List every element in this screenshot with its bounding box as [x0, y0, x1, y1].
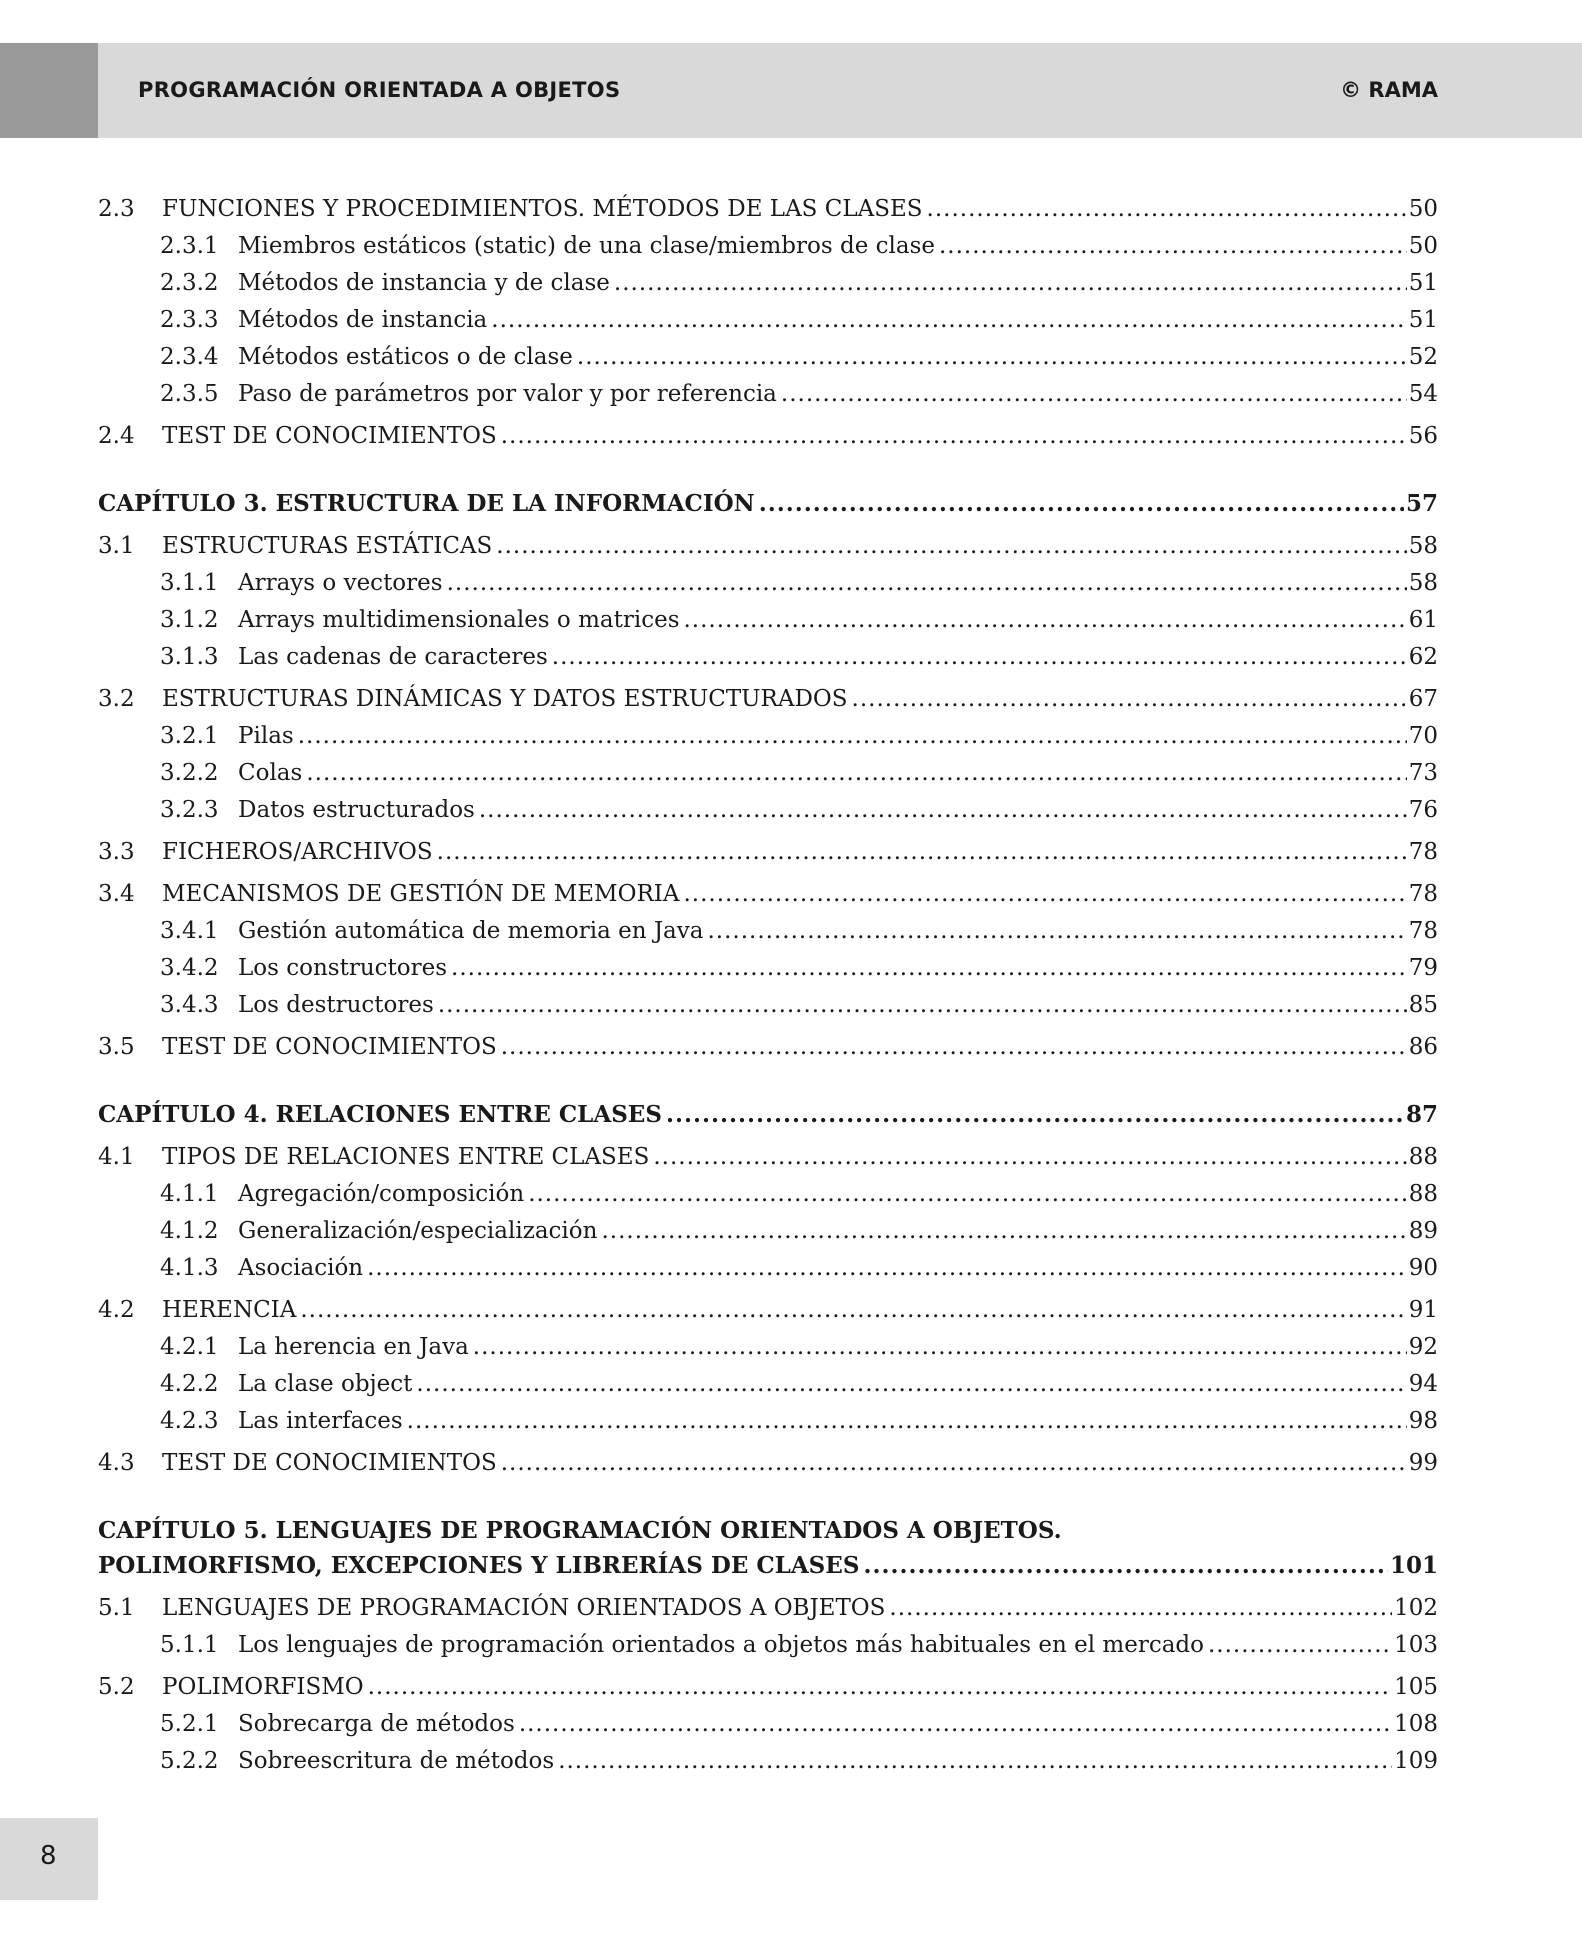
toc-chapter-entry[interactable]: [98, 489, 1438, 519]
toc-entry-title: Pilas: [238, 723, 294, 749]
toc-entry-title: Los destructores: [238, 992, 434, 1018]
toc-leader-dots: [683, 879, 1406, 909]
page-number: 8: [40, 1841, 57, 1871]
toc-entry[interactable]: [98, 1369, 1438, 1399]
toc-section-number: 4.2.2: [160, 1371, 219, 1397]
toc-leader-dots: [614, 268, 1407, 298]
toc-entry[interactable]: [98, 990, 1438, 1020]
toc-section-number: 4.2.3: [160, 1408, 219, 1434]
toc-page-number: 62: [1408, 644, 1438, 670]
toc-entry-title: La herencia en Java: [238, 1334, 469, 1360]
toc-entry-title: Métodos de instancia: [238, 307, 488, 333]
toc-leader-dots: [519, 1709, 1392, 1739]
toc-entry[interactable]: [98, 421, 1438, 451]
toc-entry-title: Los lenguajes de programación orientados a objetos más habituales en el mercado: [238, 1632, 1204, 1658]
toc-entry-title: TEST DE CONOCIMIENTOS: [162, 1034, 497, 1060]
toc-section-number: 5.1.1: [160, 1632, 219, 1658]
toc-entry-title: HERENCIA: [162, 1297, 297, 1323]
toc-entry-title: Métodos estáticos o de clase: [238, 344, 573, 370]
toc-leader-dots: [407, 1406, 1407, 1436]
toc-leader-dots: [577, 342, 1407, 372]
toc-entry[interactable]: [98, 268, 1438, 298]
toc-entry-title: Agregación/composición: [238, 1181, 525, 1207]
toc-section-number: 3.4.3: [160, 992, 219, 1018]
toc-entry[interactable]: [98, 684, 1438, 714]
toc-entry[interactable]: [98, 568, 1438, 598]
toc-page-number: 88: [1408, 1181, 1438, 1207]
toc-section-number: 4.3: [98, 1450, 135, 1476]
toc-entry-title: Los constructores: [238, 955, 448, 981]
toc-section-number: 5.1: [98, 1595, 135, 1621]
toc-entry[interactable]: [98, 342, 1438, 372]
toc-entry-title: MECANISMOS DE GESTIÓN DE MEMORIA: [162, 881, 680, 907]
toc-section-number: 5.2: [98, 1674, 135, 1700]
toc-section-number: 4.2.1: [160, 1334, 219, 1360]
toc-entry[interactable]: [98, 953, 1438, 983]
toc-entry[interactable]: [98, 1032, 1438, 1062]
toc-section-number: 3.2.3: [160, 797, 219, 823]
toc-entry[interactable]: [98, 1406, 1438, 1436]
toc-entry[interactable]: [98, 1142, 1438, 1172]
toc-entry[interactable]: [98, 194, 1438, 224]
toc-leader-dots: [653, 1142, 1406, 1172]
toc-leader-dots: [473, 1332, 1407, 1362]
toc-entry[interactable]: [98, 1746, 1438, 1776]
toc-page-number: 76: [1408, 797, 1438, 823]
toc-entry[interactable]: [98, 1448, 1438, 1478]
toc-section-number: 4.1: [98, 1144, 135, 1170]
toc-page-number: 101: [1389, 1552, 1438, 1579]
toc-entry-title: POLIMORFISMO: [162, 1674, 364, 1700]
toc-entry-title: Gestión automática de memoria en Java: [238, 918, 704, 944]
toc-entry[interactable]: [98, 837, 1438, 867]
toc-leader-dots: [684, 605, 1407, 635]
toc-section-number: 5.2.1: [160, 1711, 219, 1737]
toc-page-number: 57: [1405, 490, 1438, 517]
toc-entry[interactable]: [98, 642, 1438, 672]
running-header-publisher: © RAMA: [1340, 78, 1438, 102]
toc-page-number: 51: [1408, 270, 1438, 296]
toc-page-number: 78: [1408, 839, 1438, 865]
toc-page-number: 67: [1408, 686, 1438, 712]
toc-leader-dots: [939, 231, 1407, 261]
toc-page-number: 73: [1408, 760, 1438, 786]
toc-leader-dots: [367, 1253, 1407, 1283]
toc-leader-dots: [300, 1295, 1406, 1325]
toc-section-number: 3.4.2: [160, 955, 219, 981]
toc-leader-dots: [552, 642, 1407, 672]
toc-page-number: 94: [1408, 1371, 1438, 1397]
toc-page-number: 56: [1408, 423, 1438, 449]
toc-entry[interactable]: [98, 1179, 1438, 1209]
toc-entry-title: TIPOS DE RELACIONES ENTRE CLASES: [162, 1144, 650, 1170]
toc-entry[interactable]: [98, 1253, 1438, 1283]
toc-leader-dots: [528, 1179, 1407, 1209]
toc-entry-title: Colas: [238, 760, 303, 786]
toc-leader-dots: [852, 684, 1407, 714]
toc-section-number: 3.3: [98, 839, 135, 865]
toc-entry[interactable]: [98, 916, 1438, 946]
toc-entry-title: Sobrecarga de métodos: [238, 1711, 515, 1737]
toc-page-number: 50: [1408, 233, 1438, 259]
toc-page-number: 70: [1408, 723, 1438, 749]
toc-section-number: 3.4.1: [160, 918, 219, 944]
toc-leader-dots: [1208, 1630, 1392, 1660]
toc-page-number: 89: [1408, 1218, 1438, 1244]
toc-leader-dots: [889, 1593, 1392, 1623]
toc-entry-title: Las cadenas de caracteres: [238, 644, 548, 670]
toc-leader-dots: [707, 916, 1406, 946]
toc-entry-title: TEST DE CONOCIMIENTOS: [162, 1450, 497, 1476]
toc-leader-dots: [501, 1448, 1407, 1478]
table-of-contents: [98, 194, 1438, 1776]
toc-entry[interactable]: [98, 721, 1438, 751]
toc-entry-title: Generalización/especialización: [238, 1218, 598, 1244]
toc-leader-dots: [927, 194, 1407, 224]
toc-section-number: 4.1.1: [160, 1181, 219, 1207]
toc-section-number: 3.1.3: [160, 644, 219, 670]
toc-entry-title: TEST DE CONOCIMIENTOS: [162, 423, 497, 449]
toc-leader-dots: [501, 421, 1407, 451]
toc-entry-title: Sobreescritura de métodos: [238, 1748, 555, 1774]
toc-page-number: 50: [1408, 196, 1438, 222]
toc-section-number: 4.1.2: [160, 1218, 219, 1244]
toc-page-number: 78: [1408, 881, 1438, 907]
toc-entry[interactable]: [98, 879, 1438, 909]
toc-entry[interactable]: [98, 1295, 1438, 1325]
toc-page-number: 79: [1408, 955, 1438, 981]
toc-entry-title: La clase object: [238, 1371, 413, 1397]
toc-page-number: 90: [1408, 1255, 1438, 1281]
toc-entry[interactable]: [98, 531, 1438, 561]
toc-entry[interactable]: [98, 1630, 1438, 1660]
toc-leader-dots: [781, 379, 1407, 409]
toc-chapter-title-line: CAPÍTULO 5. LENGUAJES DE PROGRAMACIÓN ORIENTADOS A OBJETOS.: [98, 1517, 1062, 1544]
toc-leader-dots: [863, 1551, 1388, 1581]
toc-page-number: 105: [1394, 1674, 1438, 1700]
toc-entry-title: ESTRUCTURAS ESTÁTICAS: [162, 533, 493, 559]
toc-page-number: 85: [1408, 992, 1438, 1018]
toc-leader-dots: [479, 795, 1407, 825]
toc-entry-title: CAPÍTULO 3. ESTRUCTURA DE LA INFORMACIÓN: [98, 490, 755, 517]
toc-leader-dots: [368, 1672, 1392, 1702]
toc-entry[interactable]: [98, 305, 1438, 335]
toc-entry[interactable]: [98, 1216, 1438, 1246]
toc-section-number: 3.1: [98, 533, 135, 559]
toc-section-number: 3.2: [98, 686, 135, 712]
toc-entry-title: FUNCIONES Y PROCEDIMIENTOS. MÉTODOS DE LAS CLASES: [162, 196, 923, 222]
toc-entry[interactable]: [98, 379, 1438, 409]
toc-entry-title: CAPÍTULO 4. RELACIONES ENTRE CLASES: [98, 1101, 662, 1128]
toc-entry-title: FICHEROS/ARCHIVOS: [162, 839, 433, 865]
toc-entry-title: Miembros estáticos (static) de una clase/miembros de clase: [238, 233, 935, 259]
toc-leader-dots: [666, 1100, 1404, 1130]
toc-section-number: 3.1.2: [160, 607, 219, 633]
toc-entry-title: Asociación: [238, 1255, 364, 1281]
toc-page-number: 51: [1408, 307, 1438, 333]
toc-page-number: 54: [1408, 381, 1438, 407]
toc-section-number: 3.1.1: [160, 570, 219, 596]
toc-leader-dots: [759, 489, 1404, 519]
toc-section-number: 2.3: [98, 196, 135, 222]
toc-entry[interactable]: [98, 605, 1438, 635]
toc-chapter-entry[interactable]: [98, 1100, 1438, 1130]
toc-page-number: 58: [1408, 570, 1438, 596]
toc-leader-dots: [491, 305, 1406, 335]
toc-section-number: 2.3.2: [160, 270, 219, 296]
toc-entry-title: POLIMORFISMO, EXCEPCIONES Y LIBRERÍAS DE CLASES: [98, 1552, 860, 1579]
toc-entry-title: Arrays multidimensionales o matrices: [238, 607, 680, 633]
running-header-title: PROGRAMACIÓN ORIENTADA A OBJETOS: [138, 78, 621, 102]
toc-section-number: 4.1.3: [160, 1255, 219, 1281]
toc-page-number: 98: [1408, 1408, 1438, 1434]
toc-entry-title: Datos estructurados: [238, 797, 475, 823]
toc-section-number: 2.3.1: [160, 233, 219, 259]
toc-page-number: 58: [1408, 533, 1438, 559]
toc-entry-title: Las interfaces: [238, 1408, 403, 1434]
header-gray-block: [0, 43, 98, 138]
toc-leader-dots: [558, 1746, 1392, 1776]
toc-page-number: 87: [1405, 1101, 1438, 1128]
toc-page-number: 103: [1394, 1632, 1438, 1658]
toc-leader-dots: [437, 837, 1407, 867]
toc-entry-title: LENGUAJES DE PROGRAMACIÓN ORIENTADOS A OBJETOS: [162, 1595, 886, 1621]
toc-entry[interactable]: [98, 231, 1438, 261]
toc-section-number: 4.2: [98, 1297, 135, 1323]
toc-entry[interactable]: [98, 795, 1438, 825]
toc-leader-dots: [306, 758, 1406, 788]
toc-entry[interactable]: [98, 1709, 1438, 1739]
toc-section-number: 3.4: [98, 881, 135, 907]
toc-entry-title: Paso de parámetros por valor y por referencia: [238, 381, 777, 407]
toc-entry-title: Métodos de instancia y de clase: [238, 270, 610, 296]
toc-page-number: 99: [1408, 1450, 1438, 1476]
toc-section-number: 3.2.2: [160, 760, 219, 786]
toc-page-number: 92: [1408, 1334, 1438, 1360]
toc-page-number: 109: [1394, 1748, 1438, 1774]
toc-section-number: 2.3.5: [160, 381, 219, 407]
toc-page-number: 61: [1408, 607, 1438, 633]
toc-page-number: 108: [1394, 1711, 1438, 1737]
toc-section-number: 2.3.4: [160, 344, 219, 370]
toc-chapter-entry[interactable]: [98, 1551, 1438, 1581]
toc-leader-dots: [447, 568, 1407, 598]
toc-section-number: 3.2.1: [160, 723, 219, 749]
toc-leader-dots: [501, 1032, 1407, 1062]
toc-leader-dots: [601, 1216, 1406, 1246]
toc-page-number: 102: [1394, 1595, 1438, 1621]
toc-section-number: 2.4: [98, 423, 135, 449]
toc-entry[interactable]: [98, 1672, 1438, 1702]
toc-section-number: 3.5: [98, 1034, 135, 1060]
toc-page-number: 52: [1408, 344, 1438, 370]
toc-page-number: 86: [1408, 1034, 1438, 1060]
toc-entry-title: Arrays o vectores: [238, 570, 443, 596]
toc-page-number: 78: [1408, 918, 1438, 944]
toc-entry-title: ESTRUCTURAS DINÁMICAS Y DATOS ESTRUCTURADOS: [162, 686, 848, 712]
toc-section-number: 2.3.3: [160, 307, 219, 333]
toc-leader-dots: [438, 990, 1407, 1020]
toc-leader-dots: [298, 721, 1407, 751]
toc-leader-dots: [496, 531, 1406, 561]
toc-leader-dots: [416, 1369, 1406, 1399]
toc-entry[interactable]: [98, 1593, 1438, 1623]
toc-leader-dots: [451, 953, 1407, 983]
toc-entry[interactable]: [98, 1332, 1438, 1362]
toc-page-number: 88: [1408, 1144, 1438, 1170]
toc-page-number: 91: [1408, 1297, 1438, 1323]
toc-entry[interactable]: [98, 758, 1438, 788]
toc-section-number: 5.2.2: [160, 1748, 219, 1774]
